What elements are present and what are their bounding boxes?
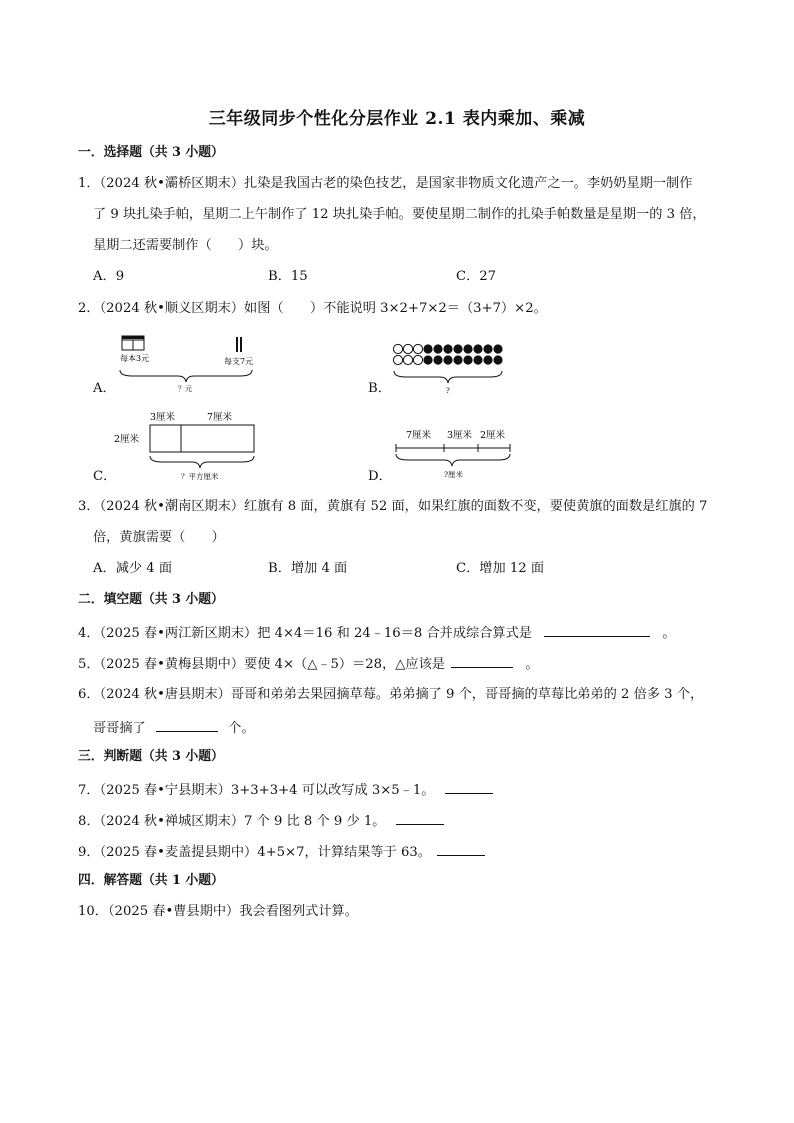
total-brace: [394, 371, 502, 383]
q7-text: 7．（2025 春•宁县期末）3+3+3+4 可以改写成 3×5﹣1。: [78, 783, 435, 798]
q4-answer-blank[interactable]: [544, 622, 650, 637]
width-label-2: 7厘米: [207, 412, 233, 423]
circle-groups-diagram: [390, 343, 520, 395]
q2-option-d-label: D．: [368, 469, 392, 484]
q2-option-b-label: B．: [368, 381, 391, 396]
total-question-label: ？平方厘米: [181, 472, 219, 481]
q8-line: [78, 810, 444, 831]
q2-option-c-label: C．: [93, 469, 117, 484]
q1-option-b: B．15: [268, 269, 308, 284]
q6-unit: 个。: [228, 721, 255, 736]
q2-figure-c: [110, 408, 270, 484]
q7-answer-blank[interactable]: [445, 779, 493, 794]
section-heading-fill: 二．填空题（共 3 小题）: [78, 592, 224, 607]
q2-figure-b: [390, 343, 520, 395]
book-pen-diagram: [112, 334, 272, 394]
q8-answer-blank[interactable]: [396, 810, 444, 825]
q5-answer-blank[interactable]: [451, 653, 513, 668]
book-price-label: 每本3元: [120, 354, 150, 363]
total-question-label: ?厘米: [444, 470, 464, 479]
rectangle-area-diagram: [110, 408, 270, 484]
width-label-1: 3厘米: [150, 412, 176, 423]
q10-line: 10．（2025 春•曹县期中）我会看图列式计算。: [78, 904, 358, 919]
q3-line-2: 倍，黄旗需要（ ）: [93, 530, 225, 545]
q7-line: [78, 779, 493, 800]
q1-option-c: C．27: [456, 269, 497, 284]
q4-text: 4．（2025 春•两江新区期末）把 4×4＝16 和 24﹣16＝8 合并成综合算式是: [78, 626, 532, 641]
q3-option-c: C．增加 12 面: [456, 561, 545, 576]
q1-line-2: 了 9 块扎染手帕，星期二上午制作了 12 块扎染手帕。要使星期二制作的扎染手帕数量是星期一的 3 倍，: [93, 207, 706, 222]
segment-label-2: 3厘米: [447, 430, 473, 441]
total-brace: [396, 454, 510, 466]
segment-length-diagram: [392, 424, 522, 480]
q3-option-a: A．减少 4 面: [93, 561, 173, 576]
rectangle-shape: [150, 425, 254, 452]
q2-figure-a: [112, 334, 272, 394]
q2-figure-d: [392, 424, 522, 480]
page-title: 三年级同步个性化分层作业 2.1 表内乘加、乘减: [208, 109, 586, 129]
segment-label-1: 7厘米: [406, 430, 432, 441]
q3-line-1: 3．（2024 秋•潮南区期末）红旗有 8 面，黄旗有 52 面，如果红旗的面数不变，要使黄旗的面数是红旗的 7: [78, 499, 708, 514]
q6-line-2: [93, 717, 255, 738]
q6-line-1: 6．（2024 秋•唐县期末）哥哥和弟弟去果园摘草莓。弟弟摘了 9 个，哥哥摘的草莓比弟弟的 2 倍多 3 个，: [78, 687, 704, 702]
section-heading-judge: 三．判断题（共 3 小题）: [78, 749, 224, 764]
q9-text: 9．（2025 春•麦盖提县期中）4+5×7，计算结果等于 63。: [78, 845, 431, 860]
total-brace: [120, 370, 252, 382]
circle-grid: [393, 344, 502, 364]
q6-answer-blank[interactable]: [156, 717, 218, 732]
q2-option-a-label: A．: [93, 381, 116, 396]
q1-line-3: 星期二还需要制作（ ）块。: [93, 238, 278, 253]
section-heading-choice: 一．选择题（共 3 小题）: [78, 145, 224, 160]
q9-answer-blank[interactable]: [437, 841, 485, 856]
q4-period: 。: [662, 626, 676, 641]
q4-line: [78, 622, 676, 643]
section-heading-solve: 四．解答题（共 1 小题）: [78, 873, 224, 888]
height-label: 2厘米: [114, 434, 140, 445]
q1-line-1: 1．（2024 秋•灞桥区期末）扎染是我国古老的染色技艺，是国家非物质文化遗产之一。李奶奶星期一制作: [78, 176, 693, 191]
total-brace: [150, 456, 254, 468]
segment-label-3: 2厘米: [480, 430, 506, 441]
q1-option-a: A．9: [93, 269, 125, 284]
q2-line-1: 2．（2024 秋•顺义区期末）如图（ ）不能说明 3×2+7×2＝（3+7）×2。: [78, 301, 547, 316]
pen-price-label: 每支7元: [224, 357, 254, 366]
q9-line: [78, 841, 485, 862]
q5-text: 5．（2025 春•黄梅县期中）要使 4×（△﹣5）＝28，△应该是: [78, 657, 445, 672]
q5-period: 。: [525, 657, 539, 672]
q5-line: [78, 653, 539, 674]
q3-option-b: B．增加 4 面: [268, 561, 348, 576]
q6-text: 哥哥摘了: [93, 721, 146, 736]
q8-text: 8．（2024 秋•禅城区期末）7 个 9 比 8 个 9 少 1。: [78, 814, 386, 829]
total-question-label: ？元: [178, 385, 192, 393]
total-question-label: ?: [446, 387, 450, 395]
